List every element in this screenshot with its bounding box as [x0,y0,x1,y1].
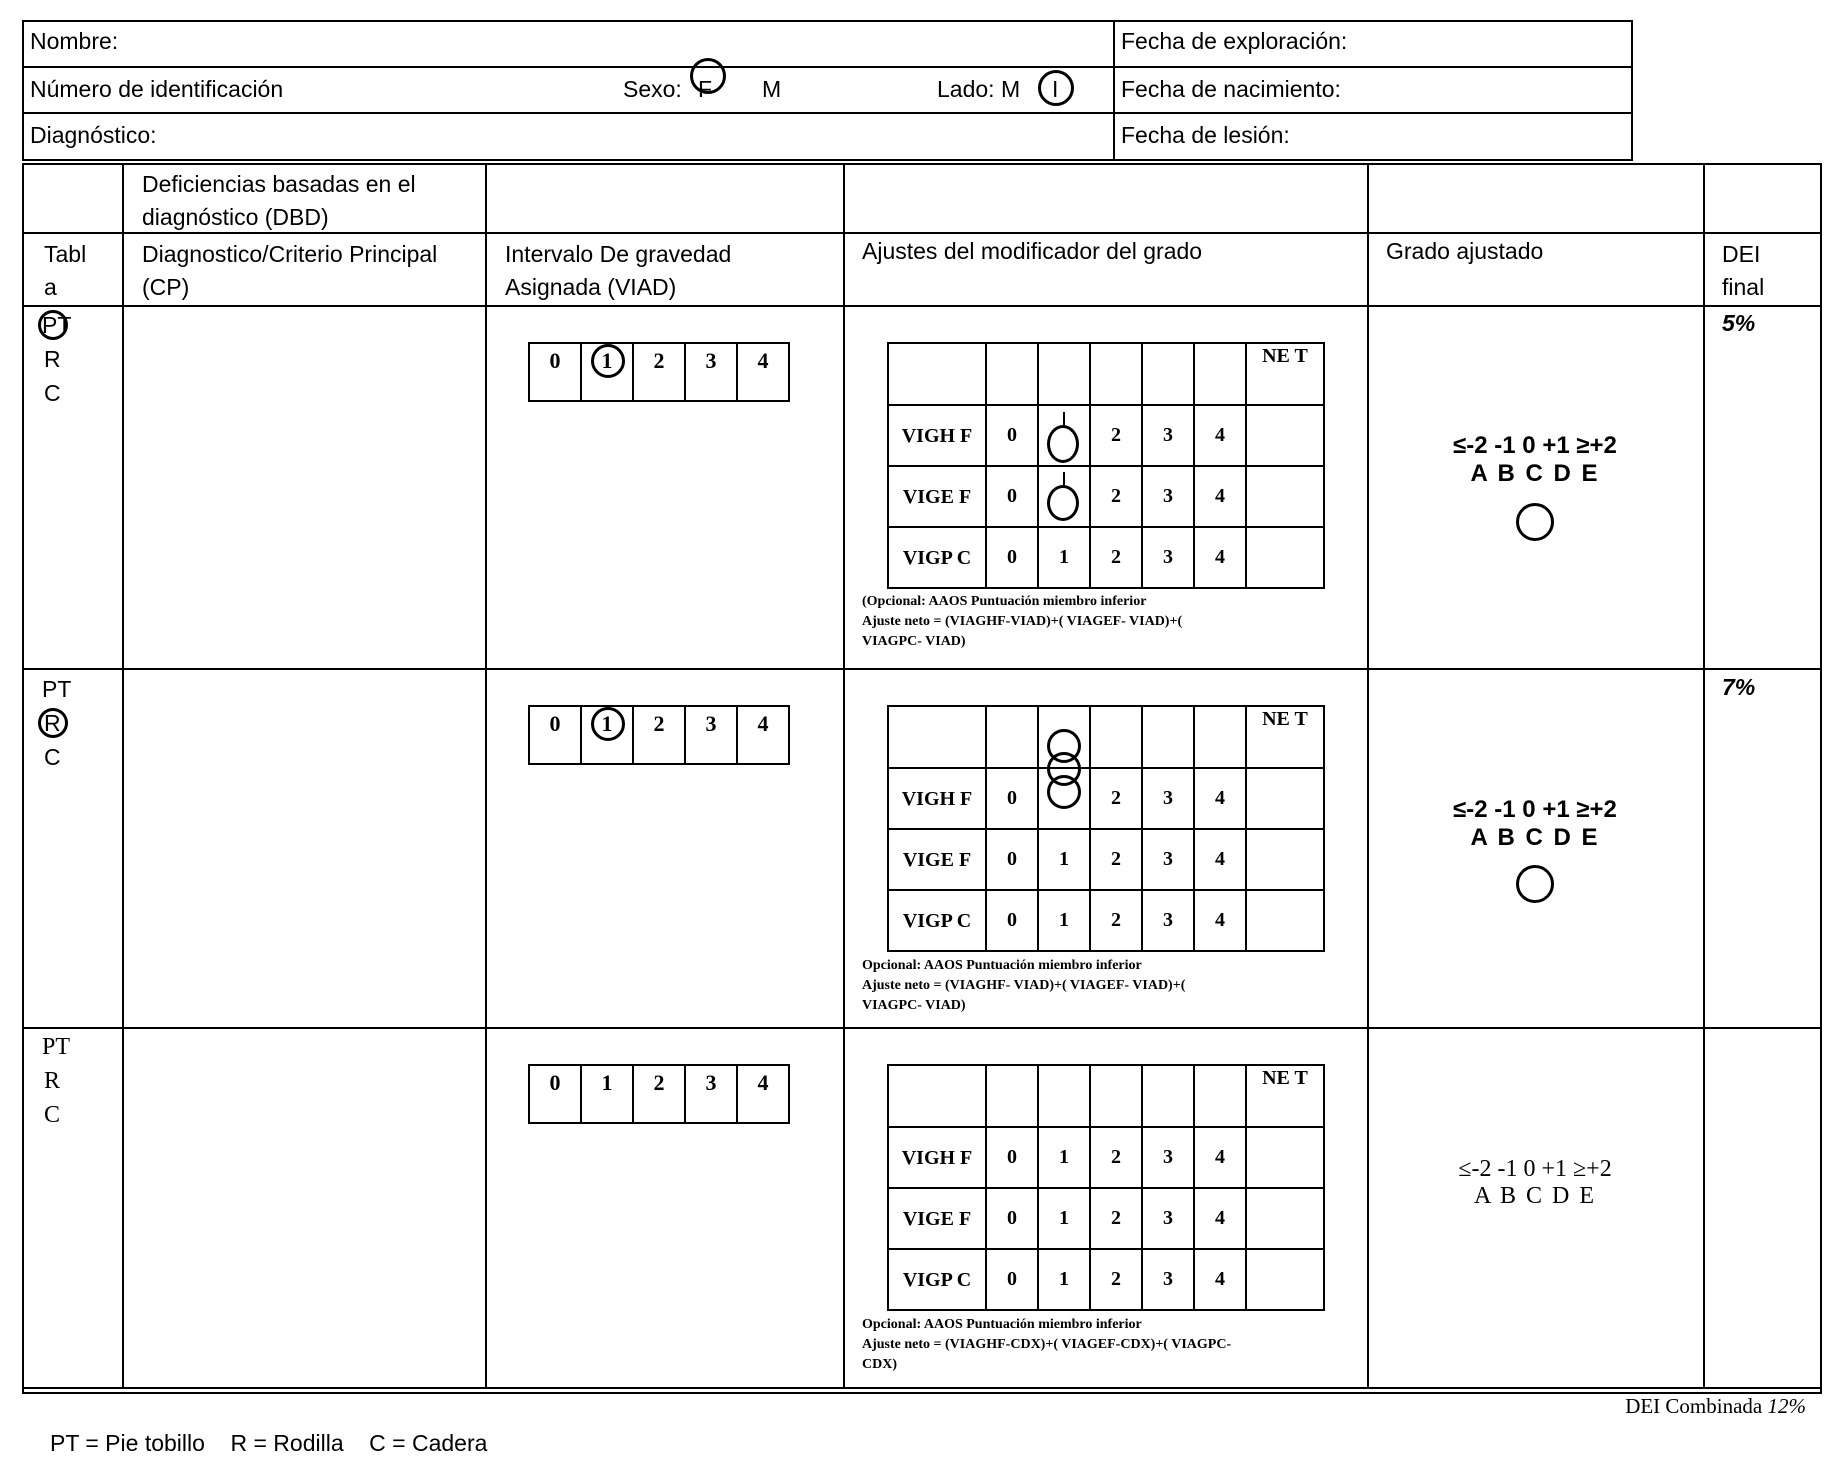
col-viad: Intervalo De gravedad Asignada (VIAD) [505,241,732,300]
legend: PT = Pie tobillo R = Rodilla C = Cadera [50,1430,488,1456]
col-dei-final: DEI final [1722,241,1765,300]
modifier-table: NE T VIGH F 0 1 2 3 4 VIGE F 0 1 2 3 4 VIGP C 0 1 2 3 4 [887,1064,1325,1311]
viad-selected-circle [591,707,625,741]
col-diagnostico: Diagnostico/Criterio Principal (CP) [142,241,438,300]
modifier-label: VIGH F [888,768,986,829]
col-tabla: Tabl a [44,241,87,300]
aaos-note: (Opcional: AAOS Puntuación miembro inferior Ajuste neto = (VIAGHF-VIAD)+( VIAGEF- VIAD)+( VIAGPC- VIAD) [862,594,1183,649]
modifier-selected-circle [1047,775,1081,809]
sexo-f-circle [690,58,726,94]
viad-cell: 2 [633,343,685,401]
tabla-pt: PT [42,312,72,338]
viad-scale: 0 1 2 3 4 [528,1064,790,1124]
modifier-label: VIGE F [888,466,986,527]
tabla-r: R [44,1068,61,1094]
nombre-label: Nombre: [30,28,119,54]
modifier-label: VIGP C [888,890,986,951]
tabla-r: R [44,710,61,736]
viad-selected-circle [591,344,625,378]
grade-selected-circle [1516,865,1554,903]
modifier-table: NE T VIGH F 0 2 3 4 VIGE F 0 2 3 4 VIGP C 0 1 2 3 4 [887,342,1325,589]
col-grado: Grado ajustado [1386,238,1544,264]
grade-scale: ≤-2 -1 0 +1 ≥+2 A B C D E [1453,432,1617,487]
fecha-lesion-label: Fecha de lesión: [1121,122,1290,148]
modifier-selected-circle [1047,485,1079,521]
net-header: NE T [1246,1065,1324,1127]
tabla-c: C [44,380,61,406]
lado-label: Lado: M [937,76,1021,102]
viad-cell: 3 [685,343,737,401]
col-ajustes: Ajustes del modificador del grado [862,238,1203,264]
tabla-selected-circle [38,310,68,340]
tabla-r: R [44,346,61,372]
viad-cell: 1 [581,343,633,401]
dei-combinada-value: 12% [1767,1394,1806,1418]
diagnostico-label: Diagnóstico: [30,122,157,148]
net-header: NE T [1246,343,1324,405]
fecha-exploracion-label: Fecha de exploración: [1121,28,1348,54]
aaos-note: Opcional: AAOS Puntuación miembro inferior Ajuste neto = (VIAGHF- VIAD)+( VIAGEF- VIAD)+( VIAGPC- VIAD) [862,958,1186,1013]
modifier-label: VIGP C [888,527,986,588]
dei-combinada [1625,1394,1806,1419]
modifier-label: VIGP C [888,1249,986,1310]
grade-scale: ≤-2 -1 0 +1 ≥+2 A B C D E [1453,796,1617,851]
modifier-label: VIGH F [888,1127,986,1188]
viad-cell: 4 [737,343,789,401]
viad-scale [528,342,790,402]
grade-scale: ≤-2 -1 0 +1 ≥+2 A B C D E [1458,1156,1612,1209]
tabla-c: C [44,744,61,770]
viad-scale: 0 1 2 3 4 [528,705,790,765]
modifier-selected-circle [1047,425,1079,463]
sexo-label: Sexo: [623,76,682,102]
tabla-pt: PT [42,676,72,702]
dei-final-value: 7% [1722,674,1756,700]
aaos-note: Opcional: AAOS Puntuación miembro inferior Ajuste neto = (VIAGHF-CDX)+( VIAGEF-CDX)+( VIAGPC- CDX) [862,1317,1232,1372]
lado-i-circle [1038,70,1074,106]
tabla-pt: PT [42,1034,71,1060]
modifier-label: VIGE F [888,1188,986,1249]
numero-id-label: Número de identificación [30,76,284,102]
net-header: NE T [1246,706,1324,768]
modifier-table: NE T VIGH F 0 2 3 4 VIGE F 0 1 2 3 4 VIGP C 0 1 2 3 4 [887,705,1325,952]
lado-i: I [1052,76,1059,102]
sexo-f: F [698,76,713,102]
modifier-label: VIGH F [888,405,986,466]
tabla-selected-circle [38,708,68,738]
grade-selected-circle [1516,503,1554,541]
dbd-header: Deficiencias basadas en el diagnóstico (DBD) [142,171,416,230]
tabla-c: C [44,1102,61,1128]
modifier-label: VIGE F [888,829,986,890]
fecha-nacimiento-label: Fecha de nacimiento: [1121,76,1341,102]
sexo-m: M [762,76,782,102]
dei-combinada-label: DEI Combinada [1625,1394,1763,1418]
viad-cell: 0 [529,343,581,401]
dei-final-value: 5% [1722,310,1756,336]
